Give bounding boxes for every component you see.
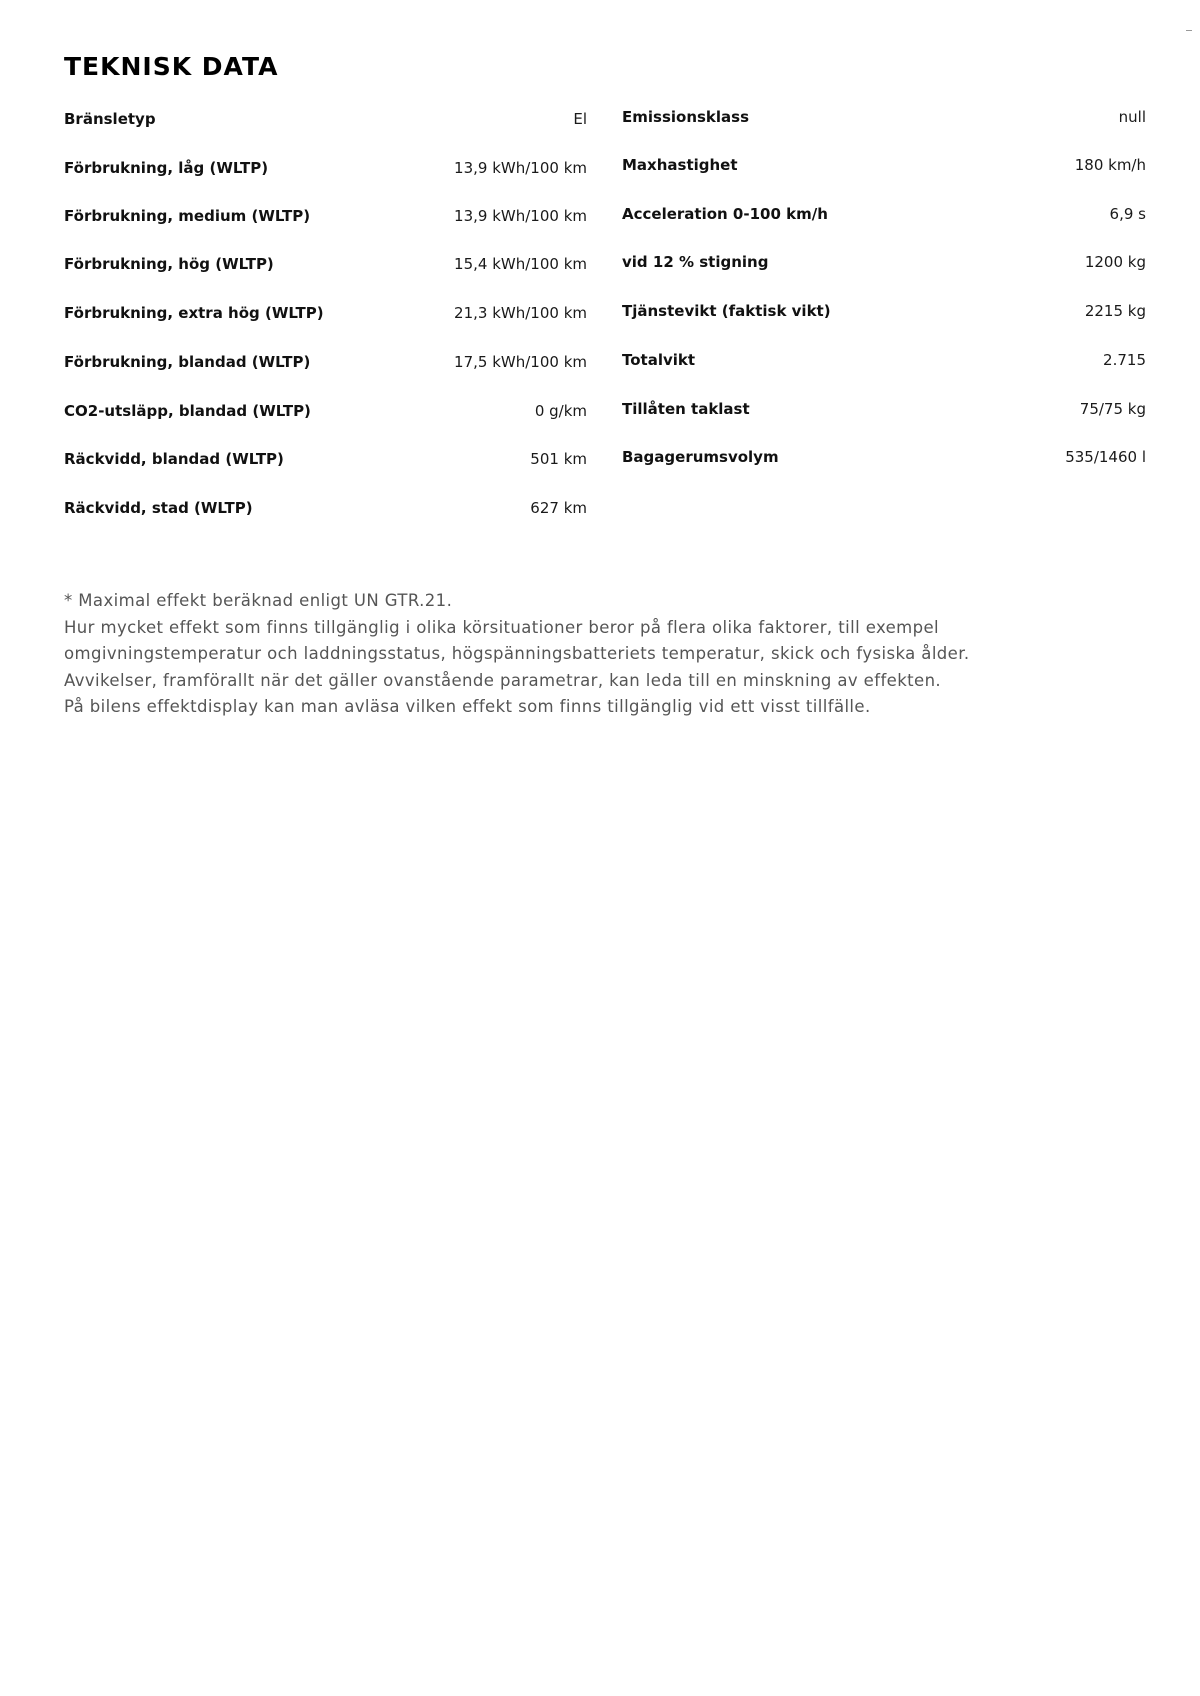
spec-label: vid 12 % stigning (622, 253, 769, 271)
spec-label: Räckvidd, stad (WLTP) (64, 499, 253, 517)
spec-row-right (622, 249, 1146, 275)
spec-value: null (1118, 108, 1146, 126)
spec-value: 0 g/km (534, 402, 587, 420)
footnote (64, 588, 1064, 721)
spec-row-left (64, 106, 587, 132)
spec-row-right (622, 298, 1146, 324)
spec-row-right (622, 104, 1146, 130)
spec-label: Förbrukning, låg (WLTP) (64, 159, 269, 177)
spec-row-left (64, 300, 587, 326)
spec-label: Bagagerumsvolym (622, 448, 779, 466)
spec-label: CO2-utsläpp, blandad (WLTP) (64, 402, 311, 420)
spec-value: 17,5 kWh/100 km (454, 353, 587, 371)
footnote-line: omgivningstemperatur och laddningsstatus, högspänningsbatteriets temperatur, skick och fysiska ålder. (64, 644, 970, 663)
spec-label: Acceleration 0-100 km/h (622, 205, 828, 223)
spec-label: Emissionsklass (622, 108, 750, 126)
spec-value: 535/1460 l (1065, 448, 1146, 466)
spec-row-left (64, 495, 587, 521)
spec-value: 13,9 kWh/100 km (454, 159, 587, 177)
spec-row-left (64, 251, 587, 277)
spec-value: 21,3 kWh/100 km (454, 304, 587, 322)
spec-row-left (64, 446, 587, 472)
footnote-line: På bilens effektdisplay kan man avläsa vilken effekt som finns tillgänglig vid ett visst tillfälle. (64, 697, 871, 716)
spec-label: Tjänstevikt (faktisk vikt) (622, 302, 831, 320)
spec-row-left (64, 398, 587, 424)
spec-value: El (573, 110, 587, 128)
spec-value: 13,9 kWh/100 km (454, 207, 587, 225)
footnote-line: * Maximal effekt beräknad enligt UN GTR.21. (64, 591, 453, 610)
spec-value: 2215 kg (1084, 302, 1146, 320)
spec-row-left (64, 349, 587, 375)
spec-label: Totalvikt (622, 351, 696, 369)
spec-row-right (622, 201, 1146, 227)
spec-label: Maxhastighet (622, 156, 738, 174)
spec-label: Förbrukning, blandad (WLTP) (64, 353, 311, 371)
spec-row-left (64, 203, 587, 229)
spec-value: 2.715 (1103, 351, 1146, 369)
spec-value: 180 km/h (1074, 156, 1146, 174)
footnote-line: Avvikelser, framförallt när det gäller ovanstående parametrar, kan leda till en minskning av effekten. (64, 670, 942, 690)
spec-value: 6,9 s (1109, 205, 1146, 223)
spec-row-right (622, 152, 1146, 178)
spec-value: 501 km (530, 450, 587, 468)
spec-label: Förbrukning, extra hög (WLTP) (64, 304, 324, 322)
spec-value: 15,4 kWh/100 km (454, 255, 587, 273)
scan-edge-mark (1186, 30, 1192, 31)
spec-row-right (622, 347, 1146, 373)
spec-row-right (622, 444, 1146, 470)
spec-label: Förbrukning, hög (WLTP) (64, 255, 274, 273)
page-title: TEKNISK DATA (64, 52, 279, 81)
spec-value: 627 km (530, 499, 587, 517)
spec-label: Bränsletyp (64, 110, 156, 128)
spec-row-left (64, 155, 587, 181)
spec-label: Tillåten taklast (622, 400, 750, 418)
spec-row-right (622, 396, 1146, 422)
spec-value: 75/75 kg (1079, 400, 1146, 418)
footnote-line: Hur mycket effekt som finns tillgänglig i olika körsituationer beror på flera olika faktorer, till exempel (64, 617, 940, 637)
spec-value: 1200 kg (1084, 253, 1146, 271)
spec-label: Räckvidd, blandad (WLTP) (64, 450, 284, 468)
spec-label: Förbrukning, medium (WLTP) (64, 207, 311, 225)
